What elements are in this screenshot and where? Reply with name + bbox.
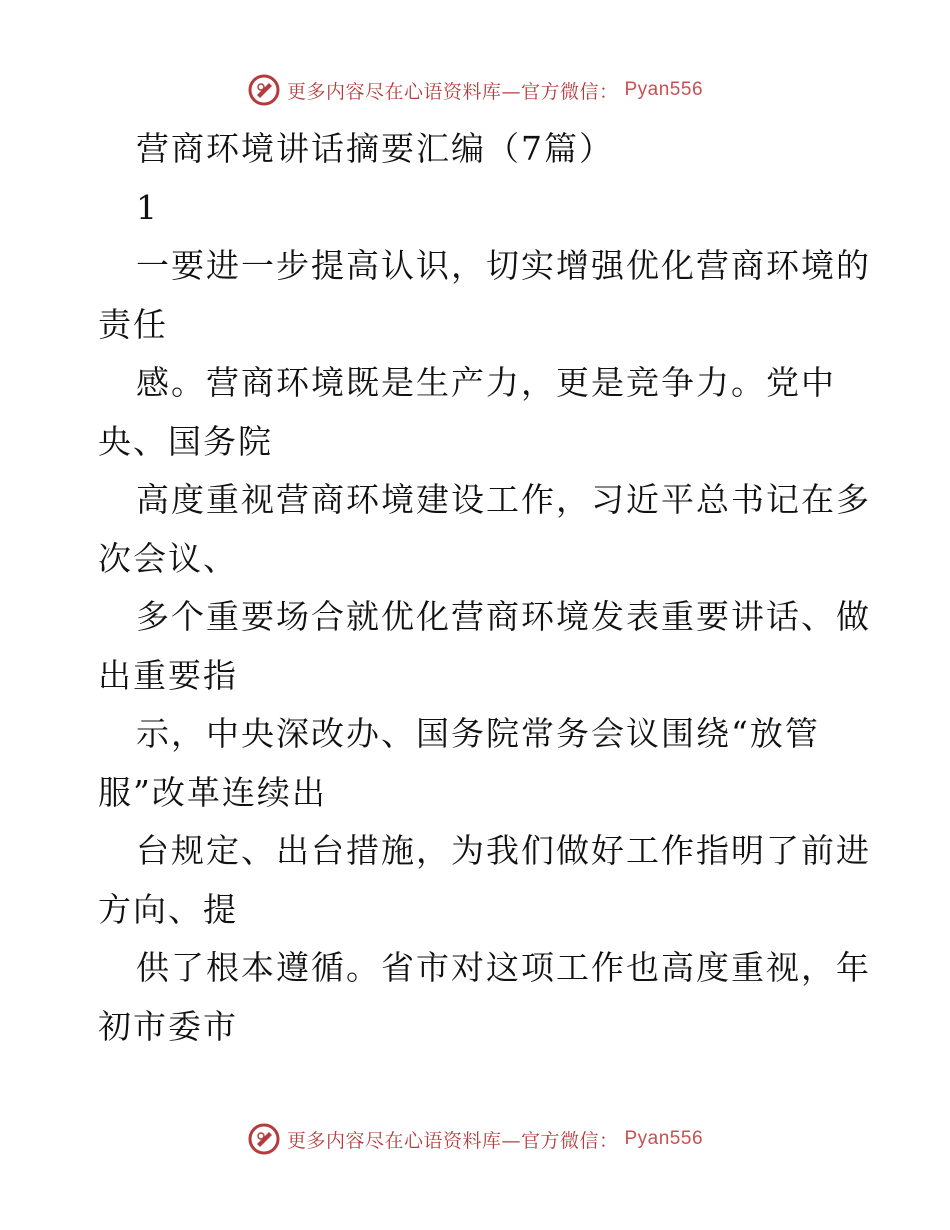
- paragraph-line: 一要进一步提高认识，切实增强优化营商环境的: [136, 246, 871, 285]
- paragraph-line: 示，中央深改办、国务院常务会议围绕“放管: [136, 714, 820, 753]
- paragraph-line: 责任: [98, 304, 168, 344]
- section-number: 1: [136, 187, 159, 227]
- brand-logo-icon: [247, 1122, 281, 1156]
- paragraph-line: 方向、提: [98, 889, 238, 929]
- paragraph-line: 多个重要场合就优化营商环境发表重要讲话、做: [136, 597, 871, 636]
- paragraph-line: 服”改革连续出: [98, 772, 327, 812]
- watermark-brand: Pyan556: [624, 1128, 704, 1149]
- paragraph-line: 感。营商环境既是生产力，更是竞争力。党中: [136, 363, 836, 402]
- header-watermark: [0, 70, 950, 110]
- paragraph-line: 央、国务院: [98, 421, 273, 461]
- paragraph-line: 供了根本遵循。省市对这项工作也高度重视，年: [136, 948, 871, 987]
- paragraph-line: 出重要指: [98, 655, 238, 695]
- paragraph-line: 次会议、: [98, 538, 238, 578]
- document-body: [98, 120, 871, 1056]
- document-title: 营商环境讲话摘要汇编（7篇）: [136, 129, 614, 168]
- brand-logo-icon: [247, 73, 281, 107]
- watermark-text: 更多内容尽在心语资料库—官方微信：: [286, 1129, 619, 1152]
- paragraph-line: 台规定、出台措施，为我们做好工作指明了前进: [136, 831, 871, 870]
- paragraph-line: 初市委市: [98, 1006, 238, 1046]
- watermark-text: 更多内容尽在心语资料库—官方微信：: [286, 80, 619, 103]
- footer-watermark: [0, 1119, 950, 1159]
- watermark-brand: Pyan556: [624, 79, 704, 100]
- paragraph-line: 高度重视营商环境建设工作，习近平总书记在多: [136, 480, 871, 519]
